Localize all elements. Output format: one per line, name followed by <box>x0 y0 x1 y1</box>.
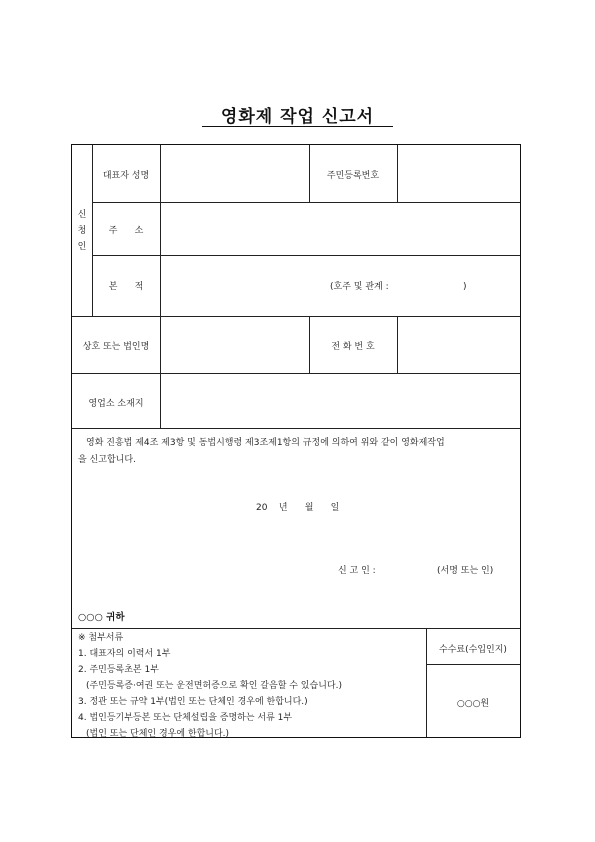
mid-divider-2 <box>397 145 398 202</box>
addressee: ○○○ 귀하 <box>78 612 125 623</box>
attachment-item: 4. 법인등기부등본 또는 단체설립을 증명하는 서류 1부 <box>78 713 293 723</box>
statement-line-2: 을 신고합니다. <box>78 455 136 465</box>
phone-label: 전 화 번 호 <box>331 342 375 352</box>
row-divider-6 <box>72 628 520 629</box>
row-divider-1 <box>92 202 520 203</box>
signature-label: (서명 또는 인) <box>437 566 494 576</box>
fee-value: ○○○원 <box>456 699 490 709</box>
row-divider-2 <box>92 255 520 256</box>
row-divider-3 <box>72 316 520 317</box>
company-name-label: 상호 또는 법인명 <box>82 342 150 352</box>
business-location-label: 영업소 소재지 <box>88 399 144 409</box>
resident-no-label: 주민등록번호 <box>326 171 380 181</box>
rep-name-label: 대표자 성명 <box>102 171 150 181</box>
statement-line-1: 영화 진흥법 제4조 제3항 및 동법시행령 제3조제1항의 규정에 의하여 위와 같이 영화제작업 <box>86 438 445 448</box>
form-table <box>71 144 521 738</box>
attachment-item: 1. 대표자의 이력서 1부 <box>78 649 171 659</box>
applicant-group-label: 신 청 인 <box>77 210 87 252</box>
attachment-item-note: (주민등록증·여권 또는 운전면허증으로 확인 갈음할 수 있습니다.) <box>86 681 342 691</box>
title-underline <box>202 126 393 127</box>
householder-label: (호주 및 관계 : ) <box>330 282 467 292</box>
address-label: 주 소 <box>108 226 144 236</box>
label-divider <box>160 145 161 428</box>
mid-divider-4 <box>397 316 398 373</box>
attachment-item: 2. 주민등록초본 1부 <box>78 665 159 675</box>
row-divider-5 <box>72 428 520 429</box>
fee-label: 수수료(수입인지) <box>439 645 507 655</box>
row-divider-4 <box>72 373 520 374</box>
attachments-heading: ※ 첨부서류 <box>78 633 124 643</box>
domicile-label: 본 적 <box>108 282 144 292</box>
fee-divider <box>426 664 520 665</box>
date-line: 20 년 월 일 <box>256 503 340 513</box>
form-title: 영화제 작업 신고서 <box>220 107 375 127</box>
reporter-label: 신 고 인 : <box>338 566 376 576</box>
attachments-list <box>78 630 423 742</box>
attachment-item-note: (법인 또는 단체인 경우에 한합니다.) <box>86 729 230 739</box>
attachment-item: 3. 정관 또는 규약 1부(법인 또는 단체인 경우에 한합니다.) <box>78 697 308 707</box>
